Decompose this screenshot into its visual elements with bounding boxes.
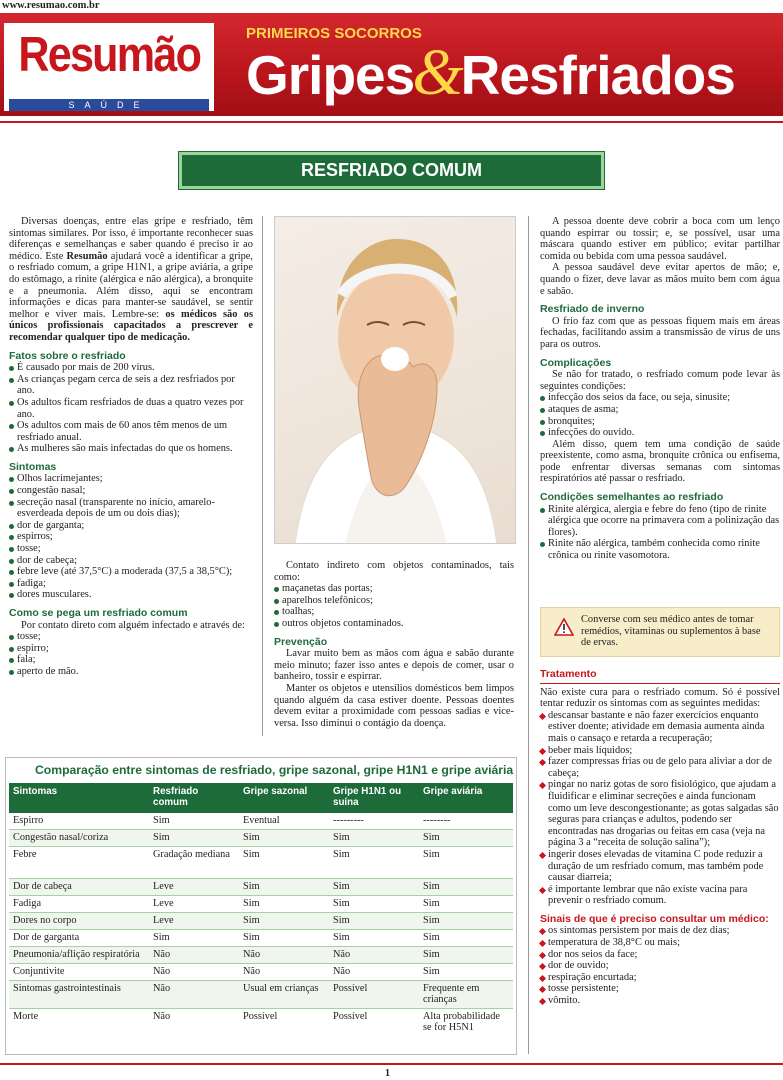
intro-text-1: Diversas doenças, entre elas gripe e resfriado, têm sintomas similares. Por isso, é importante reconhecer suas diferenças e semelhanças e saber quando é preciso ir ao médico. Este: [9, 216, 253, 262]
fatos-list: [9, 362, 253, 455]
table-cell: Não: [329, 947, 419, 964]
list-item: tosse persistente;: [540, 983, 780, 995]
right-intro-1: A pessoa doente deve cobrir a boca com um lenço quando espirrar ou tossir; e, se possível, usar uma máscara quando estiver em público; evitar partilhar comida ou bebida com uma pessoa saudável.: [540, 216, 780, 262]
prevencao-paragraph-1: Lavar muito bem as mãos com água e sabão durante meio minuto; fazer isso antes e depois de comer, usar o banheiro, tossir e espirrar.: [274, 648, 514, 683]
table-row: [9, 879, 513, 896]
table-cell: Não: [149, 981, 239, 1009]
table-cell: Usual em crianças: [239, 981, 329, 1009]
photo-illustration: [275, 217, 516, 544]
table-row: [9, 964, 513, 981]
right-intro-2: A pessoa saudável deve evitar apertos de mão; e, quando o fizer, deve lavar as mãos muito bem com água e sabão.: [540, 262, 780, 297]
list-item: dor de cabeça;: [9, 555, 253, 567]
table-cell: Alta probabilidade se for H5N1: [423, 1011, 500, 1033]
como-pega-text: Por contato direto com alguém infectado e através de:: [21, 619, 245, 631]
list-item: é importante lembrar que não existe vacina para prevenir o resfriado comum.: [540, 884, 780, 907]
list-item: dor de garganta;: [9, 520, 253, 532]
table-cell: Sim: [329, 847, 419, 879]
list-item: infecção dos seios da face, ou seja, sinusite;: [540, 392, 780, 404]
middle-column: [274, 560, 514, 729]
table-cell: Possível: [329, 981, 419, 1009]
section-title: [179, 152, 604, 189]
column-header: Gripe sazonal: [239, 783, 329, 813]
table-title: Comparação entre sintomas de resfriado, gripe sazonal, gripe H1N1 e gripe aviária: [35, 763, 514, 777]
brand-sub: SAÚDE: [9, 99, 209, 111]
section-title-text: RESFRIADO COMUM: [301, 160, 482, 180]
table-cell: Sim: [149, 830, 239, 847]
table-cell: Sim: [149, 930, 239, 947]
complicacoes-after: Além disso, quem tem uma condição de saúde preexistente, como asma, bronquite crônica ou enfisema, pode enfrentar diversas semanas com sintomas respiratórios até passar o resfriado.: [540, 438, 780, 485]
list-item: As crianças pegam cerca de seis a dez resfriados por ano.: [9, 374, 253, 397]
list-item: dores musculares.: [9, 589, 253, 601]
table-cell: Sim: [239, 879, 329, 896]
table-cell: Pneumonia/aflição respiratória: [9, 947, 149, 964]
list-item: descansar bastante e não fazer exercícios enquanto estiver doente; atividade em demasia aumenta ainda mais o cansaço e retarda a recuperação;: [540, 710, 780, 745]
table-cell: Não: [149, 947, 239, 964]
table-cell: Eventual: [239, 813, 329, 830]
list-item: fala;: [9, 654, 253, 666]
table-row: [9, 813, 513, 830]
list-item: fazer compressas frias ou de gelo para aliviar a dor de cabeça;: [540, 756, 780, 779]
como-pega-list: [9, 631, 253, 677]
table-row: [9, 913, 513, 930]
title-amp: &: [412, 36, 463, 109]
list-item: tosse;: [9, 631, 253, 643]
brand-logo: [4, 23, 214, 111]
list-item: Rinite não alérgica, também conhecida como rinite crônica ou rinite vasomotora.: [540, 538, 780, 561]
brand-name: Resumão: [18, 28, 201, 82]
table-cell: Não: [329, 964, 419, 981]
table-cell: Sim: [329, 896, 419, 913]
table-cell: Fadiga: [9, 896, 149, 913]
site-url: www.resumao.com.br: [2, 0, 100, 11]
table-cell: Sim: [419, 879, 513, 896]
semelhantes-list: [540, 504, 780, 562]
series-label: PRIMEIROS SOCORROS: [246, 25, 422, 42]
table-cell: Possível: [333, 1011, 368, 1022]
table-cell: Leve: [149, 879, 239, 896]
warning-icon: [554, 618, 574, 636]
inverno-text: O frio faz com que as pessoas fiquem mais em áreas fechadas, facilitando assim a transmissão de vírus de uns para os outros.: [540, 315, 780, 350]
table-cell: Não: [149, 964, 239, 981]
table-cell: Não: [239, 964, 329, 981]
list-item: aparelhos telefônicos;: [274, 595, 514, 607]
column-header: Sintomas: [9, 783, 149, 813]
list-item: dor nos seios da face;: [540, 949, 780, 961]
table-cell: Congestão nasal/coriza: [9, 830, 149, 847]
list-item: congestão nasal;: [9, 485, 253, 497]
table-cell: Sim: [239, 830, 329, 847]
semelhantes-heading: Condições semelhantes ao resfriado: [540, 491, 724, 504]
list-item: beber mais líquidos;: [540, 745, 780, 757]
table-cell: Sim: [329, 830, 419, 847]
table-cell: Sim: [419, 964, 513, 981]
table-row: [9, 930, 513, 947]
table-cell: Sim: [419, 830, 513, 847]
tratamento-text: Não existe cura para o resfriado comum. Só é possível tentar reduzir os sintomas com as seguintes medidas:: [540, 686, 780, 710]
intro-paragraph: [9, 216, 253, 344]
list-item: É causado por mais de 200 vírus.: [9, 362, 253, 374]
table-cell: Dor de cabeça: [9, 879, 149, 896]
como-pega-heading: Como se pega um resfriado comum: [9, 607, 188, 619]
complicacoes-list: [540, 392, 780, 438]
table-cell: Sim: [419, 913, 513, 930]
table-cell: Sim: [239, 847, 329, 879]
list-item: infecções do ouvido.: [540, 427, 780, 439]
page-title: [246, 35, 735, 111]
table-cell: Não: [239, 947, 329, 964]
table-row: [9, 830, 513, 847]
table-cell: Gradação mediana: [149, 847, 239, 879]
list-item: tosse;: [9, 543, 253, 555]
table-cell: Não: [153, 1011, 171, 1022]
table-cell: Sim: [419, 847, 513, 879]
table-cell: Sim: [149, 813, 239, 830]
table-cell: Febre: [9, 847, 149, 879]
list-item: Olhos lacrimejantes;: [9, 473, 253, 485]
footer-rule: [0, 1063, 783, 1065]
list-item: Os adultos ficam resfriados de duas a quatro vezes por ano.: [9, 397, 253, 420]
right-column-lower: [540, 669, 780, 1007]
column-header: Resfriado comum: [149, 783, 239, 813]
table-row: [9, 896, 513, 913]
list-item: fadiga;: [9, 578, 253, 590]
list-item: ataques de asma;: [540, 404, 780, 416]
table-row: [9, 847, 513, 879]
list-item: maçanetas das portas;: [274, 583, 514, 595]
intro-text-2: ajudará você a identificar a gripe, o resfriado comum, a gripe H1N1, a gripe aviária, a gripe do estômago, a rinite (alérgica e não alérgica), a bronquite e a pneumonia. Além disso, aqui se encontram informações e dicas para manter-se saudável, se sentir melhor e viver mais. Lembre-se:: [9, 250, 253, 320]
list-item: febre leve (até 37,5°C) a moderada (37,5 a 38,5°C);: [9, 566, 253, 578]
table-header-row: [9, 783, 513, 813]
table-cell: --------: [419, 813, 513, 830]
intro-bold-2: os médicos são os únicos profissionais capacitados a prescrever e recomendar qualquer tipo de medicação.: [9, 308, 253, 343]
complicacoes-text: Se não for tratado, o resfriado comum pode levar às seguintes condições:: [540, 369, 780, 392]
list-item: respiração encurtada;: [540, 972, 780, 984]
table-cell: Sim: [239, 913, 329, 930]
column-divider: [262, 216, 263, 736]
table-cell: Frequente em crianças: [419, 981, 513, 1009]
list-item: dor de ouvido;: [540, 960, 780, 972]
left-column: [9, 216, 253, 678]
warning-text: Converse com seu médico antes de tomar remédios, vitaminas ou suplementos à base de ervas.: [581, 614, 761, 649]
list-item: As mulheres são mais infectadas do que os homens.: [9, 443, 253, 455]
table-cell: Possível: [243, 1011, 278, 1022]
tratamento-list: [540, 710, 780, 907]
contato-text: Contato indireto com objetos contaminados, tais como:: [274, 560, 514, 583]
table-cell: Sim: [419, 896, 513, 913]
table-cell: Sim: [419, 930, 513, 947]
list-item: secreção nasal (transparente no início, amarelo-esverdeada depois de um ou dois dias);: [9, 497, 253, 520]
header-banner: [0, 13, 783, 116]
list-item: pingar no nariz gotas de soro fisiológico, que ajudam a fluidificar e eliminar secreções e ainda funcionam como um leve descongestionante; as gotas salgadas são seguras para crianças e adultos, podendo ser encontradas nas drogarias ou feitas em casa (veja na página 3 a “receita de solução salina”);: [540, 779, 780, 849]
table-cell: Sim: [329, 879, 419, 896]
page-number: 1: [385, 1068, 390, 1079]
right-column: [540, 216, 780, 562]
prevencao-heading: Prevenção: [274, 635, 328, 648]
table-cell: Morte: [13, 1011, 39, 1022]
list-item: toalhas;: [274, 606, 514, 618]
list-item: ingerir doses elevadas de vitamina C pode reduzir a duração de um resfriado comum, mas também pode causar diarreia;: [540, 849, 780, 884]
prevencao-paragraph-2: Manter os objetos e utensílios domésticos bem limpos quando alguém da casa estiver doente. Pessoas doentes devem evitar a proximidade com pessoas sadias e vice-versa. Isso diminui o contágio da doença.: [274, 682, 514, 729]
table-cell: ---------: [329, 813, 419, 830]
intro-bold-1: Resumão: [66, 250, 108, 262]
table-cell: Sim: [329, 913, 419, 930]
table-cell: Dores no corpo: [9, 913, 149, 930]
column-divider: [528, 216, 529, 1054]
table-row: [9, 981, 513, 1009]
table-cell: Sim: [239, 930, 329, 947]
fatos-heading: Fatos sobre o resfriado: [9, 349, 126, 362]
column-header: Gripe H1N1 ou suína: [329, 783, 419, 813]
sneezing-woman-photo: [274, 216, 516, 544]
list-item: vômito.: [540, 995, 780, 1007]
list-item: os sintomas persistem por mais de dez dias;: [540, 925, 780, 937]
inverno-heading: Resfriado de inverno: [540, 303, 645, 316]
list-item: temperatura de 38,8°C ou mais;: [540, 937, 780, 949]
table-cell: Leve: [149, 896, 239, 913]
table-cell: Conjuntivite: [9, 964, 149, 981]
title-part2: Resfriados: [460, 44, 735, 106]
list-item: aperto de mão.: [9, 666, 253, 678]
top-rule: [0, 121, 783, 123]
contato-list: [274, 583, 514, 629]
table-row: [9, 947, 513, 964]
table-cell: Espirro: [9, 813, 149, 830]
list-item: Rinite alérgica, alergia e febre do feno (tipo de rinite alérgica que ocorre na primavera com a polinização das flores).: [540, 504, 780, 539]
list-item: outros objetos contaminados.: [274, 618, 514, 630]
table-cell: Sim: [419, 947, 513, 964]
warning-box: [540, 607, 780, 657]
table-cell: Dor de garganta: [9, 930, 149, 947]
table-row: [9, 1009, 513, 1037]
list-item: bronquites;: [540, 416, 780, 428]
list-item: espirro;: [9, 643, 253, 655]
sinais-heading: Sinais de que é preciso consultar um médico:: [540, 912, 769, 925]
table-cell: Sintomas gastrointestinais: [9, 981, 149, 1009]
table-cell: Sim: [239, 896, 329, 913]
table-cell: Sim: [329, 930, 419, 947]
sintomas-heading: Sintomas: [9, 460, 57, 473]
list-item: Os adultos com mais de 60 anos têm menos de um resfriado anual.: [9, 420, 253, 443]
table-cell: Leve: [149, 913, 239, 930]
comparison-table: [9, 783, 513, 1036]
column-header: Gripe aviária: [419, 783, 513, 813]
complicacoes-heading: Complicações: [540, 356, 612, 369]
sinais-list: [540, 925, 780, 1006]
sintomas-list: [9, 473, 253, 601]
title-part1: Gripes: [246, 44, 415, 106]
list-item: espirros;: [9, 531, 253, 543]
tratamento-heading: Tratamento: [540, 669, 780, 684]
